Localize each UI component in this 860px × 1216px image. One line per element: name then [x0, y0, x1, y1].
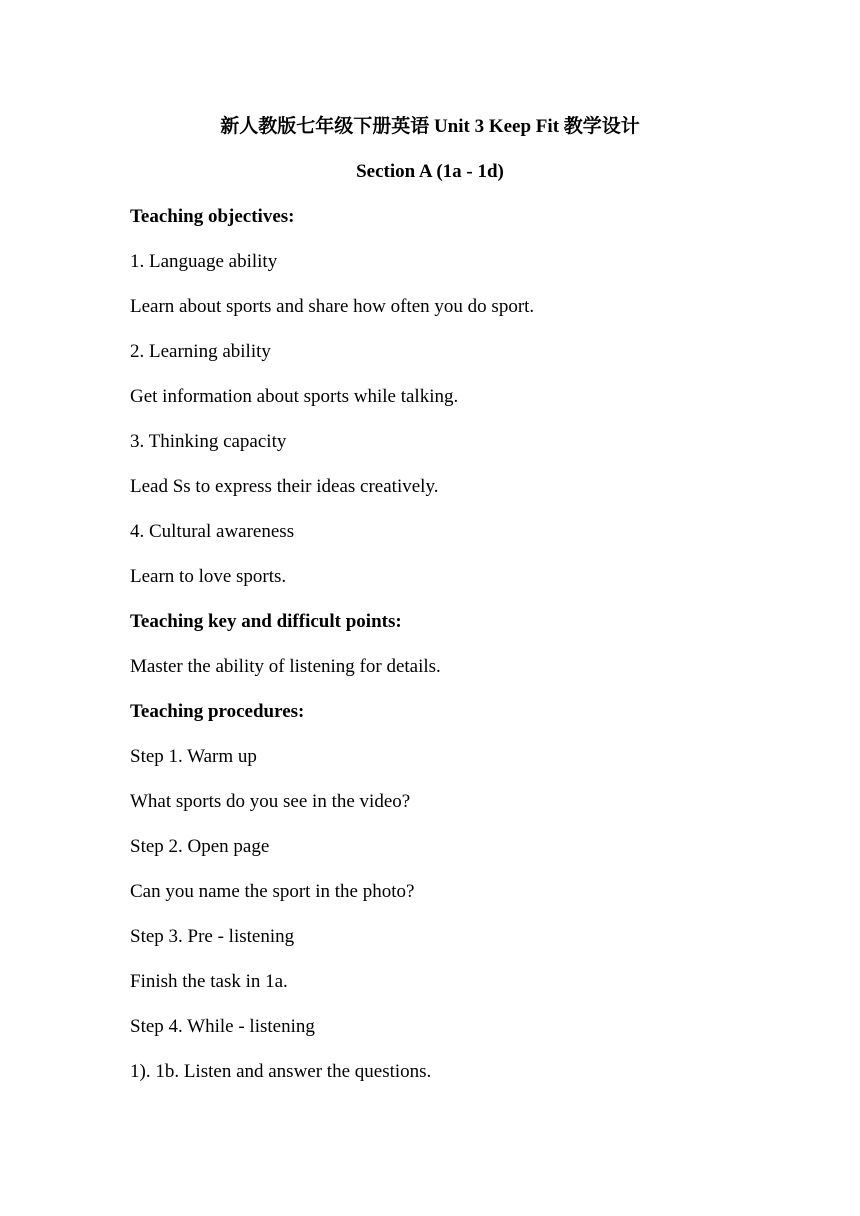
step-1-text: What sports do you see in the video? — [130, 791, 411, 812]
step-3-label: Step 3. Pre - listening — [130, 926, 295, 947]
key-points-heading: Teaching key and difficult points: — [130, 611, 402, 632]
step-2-label: Step 2. Open page — [130, 836, 270, 857]
step-4-label: Step 4. While - listening — [130, 1016, 315, 1037]
objective-2-label: 2. Learning ability — [130, 341, 271, 362]
step-2-text: Can you name the sport in the photo? — [130, 881, 415, 902]
objective-4-text: Learn to love sports. — [130, 566, 287, 587]
objective-2-text: Get information about sports while talking. — [130, 386, 459, 407]
step-4-text: 1). 1b. Listen and answer the questions. — [130, 1061, 432, 1082]
objectives-heading: Teaching objectives: — [130, 206, 295, 227]
step-1-label: Step 1. Warm up — [130, 746, 257, 767]
step-3-text: Finish the task in 1a. — [130, 971, 288, 992]
objective-3-label: 3. Thinking capacity — [130, 431, 287, 452]
procedures-heading: Teaching procedures: — [130, 701, 305, 722]
objective-4-label: 4. Cultural awareness — [130, 521, 295, 542]
key-points-text: Master the ability of listening for details. — [130, 656, 441, 677]
objective-1-text: Learn about sports and share how often you do sport. — [130, 296, 535, 317]
section-title: Section A (1a - 1d) — [356, 161, 504, 182]
objective-3-text: Lead Ss to express their ideas creatively. — [130, 476, 439, 497]
document-title: 新人教版七年级下册英语 Unit 3 Keep Fit 教学设计 — [220, 116, 640, 137]
objective-1-label: 1. Language ability — [130, 251, 278, 272]
